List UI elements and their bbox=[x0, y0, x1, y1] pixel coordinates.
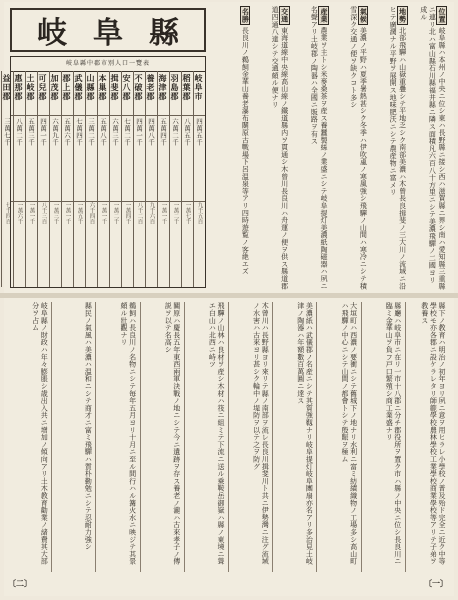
column-rule bbox=[228, 302, 229, 572]
table-column bbox=[157, 71, 169, 287]
column-rule bbox=[272, 302, 273, 572]
household-value: 一萬三千 bbox=[52, 202, 59, 224]
column-rule bbox=[361, 302, 362, 572]
column-rule bbox=[140, 302, 141, 572]
section-label: 氣候 bbox=[359, 8, 369, 23]
population-value: 四萬五千 bbox=[195, 118, 203, 146]
household-value: 六千四百 bbox=[88, 202, 95, 224]
page-number-left: 〔二〕 bbox=[8, 578, 32, 588]
population-value: 八萬二千 bbox=[15, 118, 23, 146]
table-column bbox=[13, 71, 25, 287]
district-name: 安八郡 bbox=[122, 74, 132, 101]
population-value: 三萬七千 bbox=[3, 118, 11, 146]
table-column bbox=[193, 71, 205, 287]
district-name: 加茂郡 bbox=[50, 74, 60, 101]
population-value: 六萬二千 bbox=[171, 118, 179, 146]
district-name: 海津郡 bbox=[158, 74, 168, 101]
district-name: 揖斐郡 bbox=[110, 74, 120, 101]
household-value: 一萬二千 bbox=[172, 202, 179, 224]
text-section bbox=[332, 6, 368, 290]
population-value: 七萬四千 bbox=[75, 118, 83, 146]
section-text: 農業ヲ主トシ米麥桑茶ヲ産ス養蠶製絲ノ業盛ニシテ岐阜提灯美濃紙陶磁器ハ夙ニ名聲アリ土岐郡ノ陶器ハ全國ニ販路ヲ有ス bbox=[310, 6, 328, 290]
section-text: 東海道線中央線高山線ノ鐵道縣内ヲ貫通シ木曾川長良川ハ舟運ノ便ヲ供ス縣道郡道四通八達シテ交通頗ル便ナリ bbox=[271, 6, 289, 290]
population-value: 五萬三千 bbox=[27, 118, 35, 146]
column-rule bbox=[316, 302, 317, 572]
text-section bbox=[293, 6, 329, 290]
section-label: 名勝 bbox=[241, 8, 251, 23]
body-column: 飛驒ノ山林ハ良材ヲ産シ木材ハ筏ニ組ミテ下流ニ送ル乘鞍岳御嶽ハ縣ノ東境ニ聳エ白山ハ北西ニ峙ツ bbox=[208, 302, 225, 565]
table-column bbox=[37, 71, 49, 287]
section-text: 美濃ノ平野ハ夏季暑熱甚シク冬季ハ伊吹颪ノ寒風強シ飛驒ノ山間ハ寒冷ニシテ積雪深ク交通ノ便ヲ缺クコト多シ bbox=[349, 6, 368, 290]
page-number-right: 〔一〕 bbox=[424, 578, 448, 588]
section-text: 長良川ノ鵜飼金華山養老瀑布關原古戰場下呂温泉等アリ四時遊覧ノ客絶エズ bbox=[241, 26, 250, 275]
body-column: 縣下ノ教育ハ明治ノ初年ヨリ夙ニ意ヲ用ヒラレ小學校ノ普及殆ド完全ニ近ク中等學校モ亦各郡ニ設ケラレタリ師範學校農林學校工業學校商業學校等アリテ子弟ヲ教養ス bbox=[420, 302, 446, 565]
table-column bbox=[121, 71, 133, 287]
district-name: 岐阜市 bbox=[194, 74, 204, 101]
household-value: 一萬六千 bbox=[16, 202, 23, 224]
section-text: 北部飛驒ハ山嶽重疊シテ平地乏シク南部美濃ハ木曾長良揖斐ノ三大川ノ流域ニ沿ヒテ廣濶ナル平野ヲ展開ス地味肥沃ニシテ農産物ニ富メリ bbox=[389, 6, 407, 290]
table-column bbox=[1, 71, 13, 287]
body-column: 大垣町ハ西濃ノ要衝ニシテ舊城下ノ地ナリ水利ニ富ミ紡績織物ノ工場多シ高山町ハ飛驒ノ中心ニシテ山間ノ都會トシテ殷賑ヲ極ム bbox=[340, 302, 358, 565]
table-column bbox=[109, 71, 121, 287]
district-name: 不破郡 bbox=[134, 74, 144, 101]
text-section bbox=[411, 6, 447, 290]
household-value: 八千三百 bbox=[40, 202, 47, 224]
household-value: 一萬一千 bbox=[28, 202, 35, 224]
table-column bbox=[25, 71, 37, 287]
household-value: 七千四百 bbox=[4, 202, 11, 224]
section-label: 交通 bbox=[280, 8, 290, 23]
district-name: 山縣郡 bbox=[86, 74, 96, 101]
household-value: 九千五百 bbox=[196, 202, 203, 224]
body-column: 岐阜縣ノ財政ハ年々膨脹シ歳出入共ニ增加ノ傾向アリ土木教育勸業ノ諸費其大部分ヲ占ム bbox=[31, 302, 49, 565]
district-name: 土岐郡 bbox=[26, 74, 36, 101]
district-name: 郡上郡 bbox=[62, 74, 72, 101]
population-value: 四萬一千 bbox=[39, 118, 47, 146]
text-section bbox=[214, 6, 250, 290]
population-value: 三萬二千 bbox=[87, 118, 95, 146]
column-rule bbox=[184, 302, 185, 572]
household-value: 一萬七千 bbox=[184, 202, 191, 224]
section-text: 岐阜縣ハ本州ノ中央ニ位シ東ハ長野縣ニ接シ西ハ滋賀縣ニ界シ南ハ愛知縣三重縣ニ連リ北ハ富山縣石川縣福井縣ニ隣ス面積凡六百八十方里ニシテ美濃飛驒ノ二國ヨリ成ル bbox=[419, 6, 446, 290]
body-column: 縣廳ハ岐阜市ニ在リ一市十八郡ニ分チ郡役所ヲ置ク市ハ縣ノ中央ニ位シ長良川ニ臨ミ金華山ヲ負フ戸口繁殖シ商工業盛ナリ bbox=[385, 302, 402, 565]
column-rule bbox=[405, 302, 406, 572]
text-section bbox=[371, 6, 407, 290]
household-value: 一萬一千 bbox=[100, 202, 107, 224]
household-value: 九千六百 bbox=[148, 202, 155, 224]
table-column bbox=[61, 71, 73, 287]
district-name: 武儀郡 bbox=[74, 74, 84, 101]
table-columns bbox=[2, 71, 205, 287]
table-column bbox=[85, 71, 97, 287]
prefecture-title bbox=[10, 8, 206, 52]
household-value: 一萬一千 bbox=[64, 202, 71, 224]
district-name: 羽島郡 bbox=[170, 74, 180, 101]
population-value: 五萬八千 bbox=[99, 118, 107, 146]
section-label: 産業 bbox=[319, 8, 329, 23]
title-text: 岐阜縣 bbox=[37, 16, 205, 51]
body-column: 鵜飼ハ長良川ノ名物ニシテ毎年五月ヨリ十月ニ至ル間行ハル篝火水ニ映ジテ其景頗ル壯觀ナリ bbox=[119, 302, 137, 565]
table-column bbox=[49, 71, 61, 287]
household-value: 一萬五千 bbox=[76, 202, 83, 224]
body-column: 美濃紙ハ武儀郡ノ名産ニシテ其質強靱ナリ岐阜提灯岐阜團扇亦名アリ多治見土岐津ノ陶器ハ年額數百萬圓ニ達ス bbox=[296, 302, 314, 565]
text-section bbox=[253, 6, 289, 290]
table-column bbox=[97, 71, 109, 287]
body-column: 木曾川ハ長野縣ヨリ來リテ縣ノ南部ヲ流レ長良川揖斐川ト共ニ伊勢灣ニ注グ流域ノ水害ハ古來ヨリ甚シク輪中ノ堤防ヲ以テ之ヲ防グ bbox=[252, 302, 270, 565]
district-name: 惠那郡 bbox=[14, 74, 24, 101]
district-name: 本巢郡 bbox=[98, 74, 108, 101]
table-column bbox=[181, 71, 193, 287]
district-name: 益田郡 bbox=[2, 74, 12, 101]
household-value: 一萬二千 bbox=[112, 202, 119, 224]
population-table bbox=[2, 56, 206, 288]
column-rule bbox=[51, 302, 52, 572]
table-column bbox=[145, 71, 157, 287]
household-value: 一萬一千 bbox=[160, 202, 167, 224]
household-value: 八千二百 bbox=[136, 202, 143, 224]
table-column bbox=[73, 71, 85, 287]
body-column: 縣民ノ氣風ハ美濃ハ温和ニシテ商才ニ富ミ飛驒ハ質朴勤勉ニシテ忍耐力強シ bbox=[84, 302, 93, 551]
household-value: 一萬四千 bbox=[124, 202, 131, 224]
table-column bbox=[169, 71, 181, 287]
population-value: 五萬四千 bbox=[159, 118, 167, 146]
section-label: 位置 bbox=[437, 8, 447, 23]
population-value: 八萬五千 bbox=[183, 118, 191, 146]
population-value: 七萬二千 bbox=[123, 118, 131, 146]
section-label: 地勢 bbox=[398, 8, 408, 23]
column-rule bbox=[95, 302, 96, 572]
population-value: 四萬八千 bbox=[147, 118, 155, 146]
body-column: 關原ハ慶長五年東西兩軍決戰ノ地ニシテ今ニ遺跡ヲ存ス養老ノ瀧ハ古來孝子ノ傳説ヲ以テ名高シ bbox=[164, 302, 181, 565]
population-value: 六萬三千 bbox=[111, 118, 119, 146]
population-value: 六萬九千 bbox=[51, 118, 59, 146]
population-value: 五萬六千 bbox=[63, 118, 71, 146]
district-name: 可兒郡 bbox=[38, 74, 48, 101]
district-name: 養老郡 bbox=[146, 74, 156, 101]
table-header: 岐阜縣中郡市別人口一覽表 bbox=[11, 57, 205, 72]
population-value: 四萬一千 bbox=[135, 118, 143, 146]
table-column bbox=[133, 71, 145, 287]
district-name: 稻葉郡 bbox=[182, 74, 192, 101]
